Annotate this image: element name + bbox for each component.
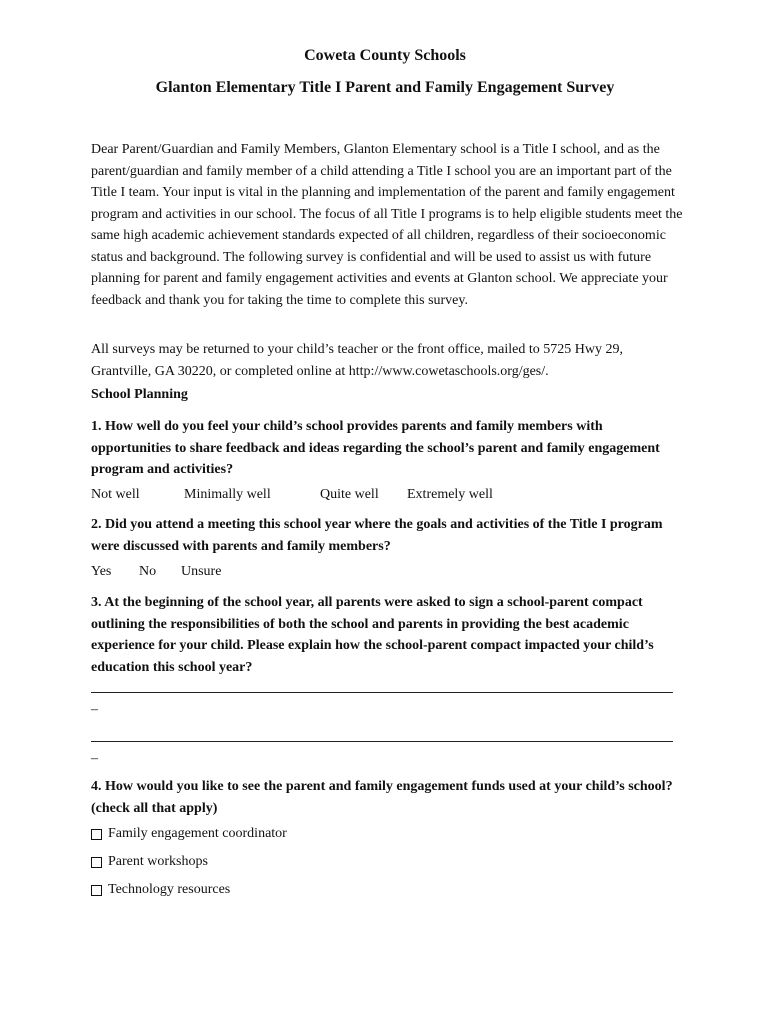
survey-title: Glanton Elementary Title I Parent and Family Engagement Survey	[155, 79, 615, 96]
option-no[interactable]: No	[139, 564, 157, 579]
checkbox-icon[interactable]	[91, 857, 102, 868]
option-quite-well[interactable]: Quite well	[320, 487, 379, 502]
question-1: 1. How well do you feel your child’s school provides parents and family members with opportunities to share feedback and ideas regarding the school’s parent and family engagement program and activities?	[91, 419, 660, 477]
section-heading: School Planning	[91, 387, 188, 402]
checkbox-icon[interactable]	[91, 829, 102, 840]
answer-dash-1: –	[91, 702, 98, 717]
district-title: Coweta County Schools	[304, 47, 466, 64]
checkbox-icon[interactable]	[91, 885, 102, 896]
choice-label: Parent workshops	[108, 854, 208, 869]
option-unsure[interactable]: Unsure	[181, 564, 222, 579]
option-extremely-well[interactable]: Extremely well	[407, 487, 493, 502]
question-4: 4. How would you like to see the parent and family engagement funds used at your child’s school? (check all that apply)	[91, 779, 673, 816]
choice-family-engagement-coordinator[interactable]	[91, 826, 287, 842]
intro-paragraph: Dear Parent/Guardian and Family Members, Glanton Elementary school is a Title I school, and as the parent/guardian and family member of a child attending a Title I school you are an important part of the Title I team. Your input is vital in the planning and implementation of the parent and family engagement program and activities in our school. The focus of all Title I programs is to help eligible students meet the same high academic achievement standards expected of all children, regardless of their socioeconomic status and background. The following survey is confidential and will be used to assist us with future planning for parent and family engagement activities and events at Glanton school. We appreciate your feedback and thank you for taking the time to complete this survey.	[91, 142, 683, 308]
choice-label: Technology resources	[108, 882, 231, 897]
question-2: 2. Did you attend a meeting this school year where the goals and activities of the Title I program were discussed with parents and family members?	[91, 517, 663, 554]
choice-label: Family engagement coordinator	[108, 826, 287, 841]
answer-line-1[interactable]	[91, 692, 673, 693]
choice-technology-resources[interactable]	[91, 882, 230, 898]
choice-parent-workshops[interactable]	[91, 854, 208, 870]
return-info-paragraph: All surveys may be returned to your child’s teacher or the front office, mailed to 5725 Hwy 29, Grantville, GA 30220, or completed online at http://www.cowetaschools.org/ges/.	[91, 342, 623, 379]
question-3: 3. At the beginning of the school year, all parents were asked to sign a school-parent compact outlining the responsibilities of both the school and parents in providing the best academic experience for your child. Please explain how the school-parent compact impacted your child’s education this school year?	[91, 595, 654, 675]
answer-line-2[interactable]	[91, 741, 673, 742]
answer-dash-2: –	[91, 751, 98, 766]
option-not-well[interactable]: Not well	[91, 487, 140, 502]
option-yes[interactable]: Yes	[91, 564, 112, 579]
option-minimally-well[interactable]: Minimally well	[184, 487, 271, 502]
